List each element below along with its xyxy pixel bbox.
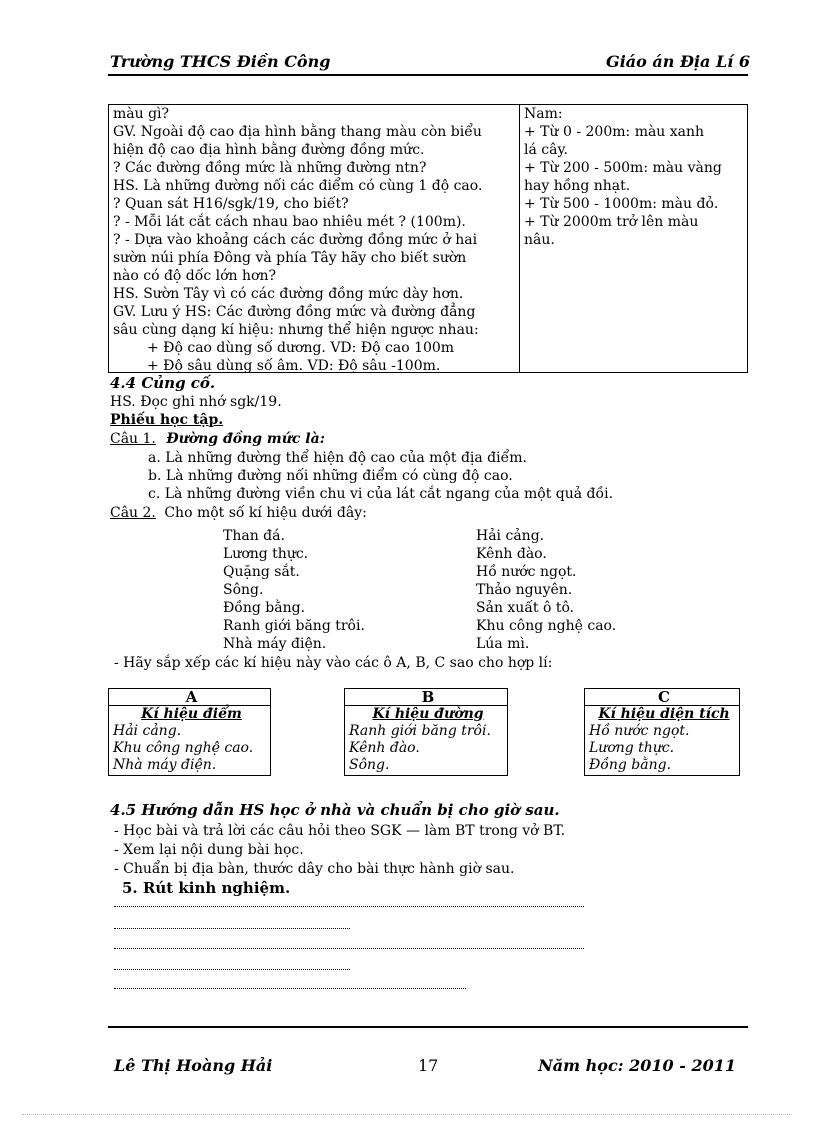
table-item: Nhà máy điện.	[113, 757, 217, 773]
box-line: lá cây.	[524, 142, 568, 158]
homework-line: - Xem lại nội dung bài học.	[114, 842, 304, 858]
question-1	[110, 430, 325, 448]
table-item: Hồ nước ngọt.	[589, 723, 690, 739]
box-line: GV. Ngoài độ cao địa hình bằng thang màu còn biểu	[113, 124, 482, 140]
table-item: Kênh đào.	[349, 740, 420, 756]
table-c	[584, 688, 740, 776]
school-year: Năm học: 2010 - 2011	[538, 1056, 736, 1075]
box-line: + Từ 2000m trở lên màu	[524, 214, 699, 230]
table-item: Đồng bằng.	[589, 757, 672, 773]
box-line: + Từ 0 - 200m: màu xanh	[524, 124, 705, 140]
dotted-line	[114, 988, 466, 989]
table-b	[344, 688, 508, 776]
symbol-item: Kênh đào.	[476, 546, 547, 562]
content-column	[520, 105, 747, 372]
box-line: ? - Mỗi lát cắt cách nhau bao nhiêu mét ? (100m).	[113, 214, 466, 230]
section-4-4-title: 4.4 Củng cố.	[110, 374, 216, 392]
box-line: HS. Là những đường nối các điểm có cùng 1 độ cao.	[113, 178, 483, 194]
box-line: hay hồng nhạt.	[524, 178, 631, 194]
section-4-5-title: 4.5 Hướng dẫn HS học ở nhà và chuẩn bị cho giờ sau.	[110, 801, 560, 819]
symbol-item: Sông.	[223, 582, 264, 598]
answer-option: b. Là những đường nối những điểm có cùng độ cao.	[148, 468, 513, 484]
table-item: Ranh giới băng trôi.	[349, 723, 491, 739]
symbol-item: Khu công nghệ cao.	[476, 618, 617, 634]
school-name: Trường THCS Điền Công	[110, 52, 331, 71]
arrange-instruction: - Hãy sắp xếp các kí hiệu này vào các ô A, B, C sao cho hợp lí:	[114, 655, 553, 671]
page-edge	[22, 1114, 792, 1115]
table-subheading: Kí hiệu đường	[372, 706, 484, 722]
section-5-title: 5. Rút kinh nghiệm.	[122, 879, 291, 897]
dotted-line	[114, 948, 584, 949]
symbols-right-list	[476, 527, 616, 653]
symbol-item: Hồ nước ngọt.	[476, 564, 577, 580]
box-line: nào có độ dốc lớn hơn?	[113, 268, 276, 284]
symbol-item: Than đá.	[223, 528, 285, 544]
table-heading: C	[585, 689, 739, 706]
box-line: + Từ 500 - 1000m: màu đỏ.	[524, 196, 719, 212]
box-line: ? Quan sát H16/sgk/19, cho biết?	[113, 196, 349, 212]
table-heading: B	[345, 689, 507, 706]
symbol-item: Đồng bằng.	[223, 600, 306, 616]
symbol-item: Nhà máy điện.	[223, 636, 327, 652]
symbol-item: Thảo nguyên.	[476, 582, 573, 598]
symbol-item: Ranh giới băng trôi.	[223, 618, 365, 634]
footer-rule	[108, 1026, 748, 1028]
table-item: Hải cảng.	[113, 723, 182, 739]
question-1-text: Đường đồng mức là:	[166, 431, 325, 447]
symbol-item: Sản xuất ô tô.	[476, 600, 575, 616]
answer-option: a. Là những đường thể hiện độ cao của một địa điểm.	[148, 450, 527, 466]
dotted-line	[114, 906, 584, 907]
table-item: Lương thực.	[589, 740, 675, 756]
symbol-item: Quặng sắt.	[223, 564, 300, 580]
box-line: ? - Dựa vào khoảng cách các đường đồng mức ở hai	[113, 232, 478, 248]
question-2-label: Câu 2.	[110, 505, 156, 521]
table-subheading: Kí hiệu điểm	[141, 706, 242, 722]
box-line: Nam:	[524, 106, 563, 122]
question-2-text: Cho một số kí hiệu dưới đây:	[164, 505, 367, 521]
table-item: Khu công nghệ cao.	[113, 740, 254, 756]
symbol-item: Lúa mì.	[476, 636, 530, 652]
box-line: sâu cùng dạng kí hiệu: nhưng thể hiện ngược nhau:	[113, 322, 479, 338]
box-line: + Độ sâu dùng số âm. VD: Độ sâu -100m.	[147, 358, 441, 373]
symbol-item: Hải cảng.	[476, 528, 545, 544]
table-subheading: Kí hiệu diện tích	[598, 706, 730, 722]
table-a	[108, 688, 271, 776]
dotted-line	[114, 928, 350, 929]
author-name: Lê Thị Hoàng Hải	[114, 1056, 273, 1075]
answer-option: c. Là những đường viền chu vi của lát cắt ngang của một quả đồi.	[148, 486, 614, 502]
homework-line: - Học bài và trả lời các câu hỏi theo SGK — làm BT trong vở BT.	[114, 823, 566, 839]
subject-title: Giáo án Địa Lí 6	[606, 52, 750, 71]
teacher-activity-column	[109, 105, 520, 372]
box-line: ? Các đường đồng mức là những đường ntn?	[113, 160, 427, 176]
question-1-label: Câu 1.	[110, 431, 156, 447]
worksheet-title: Phiếu học tập.	[110, 412, 224, 428]
section-4-4-line: HS. Đọc ghi nhớ sgk/19.	[110, 394, 282, 410]
symbol-item: Lương thực.	[223, 546, 309, 562]
box-line: hiện độ cao địa hình bằng đường đồng mức.	[113, 142, 425, 158]
box-line: màu gì?	[113, 106, 170, 122]
box-line: HS. Sườn Tây vì có các đường đồng mức dày hơn.	[113, 286, 464, 302]
box-line: + Độ cao dùng số dương. VD: Độ cao 100m	[147, 340, 455, 356]
table-item: Sông.	[349, 757, 390, 773]
header-rule	[108, 74, 748, 76]
box-line: nâu.	[524, 232, 555, 248]
page-number: 17	[418, 1056, 439, 1075]
box-line: GV. Lưu ý HS: Các đường đồng mức và đường đẳng	[113, 304, 476, 320]
table-heading: A	[109, 689, 270, 706]
dotted-line	[114, 969, 350, 970]
question-2	[110, 504, 367, 522]
box-line: sườn núi phía Đông và phía Tây hãy cho biết sườn	[113, 250, 467, 266]
homework-line: - Chuẩn bị địa bàn, thước dây cho bài thực hành giờ sau.	[114, 861, 515, 877]
symbols-left-list	[223, 527, 365, 653]
box-line: + Từ 200 - 500m: màu vàng	[524, 160, 722, 176]
lesson-box	[108, 104, 748, 373]
